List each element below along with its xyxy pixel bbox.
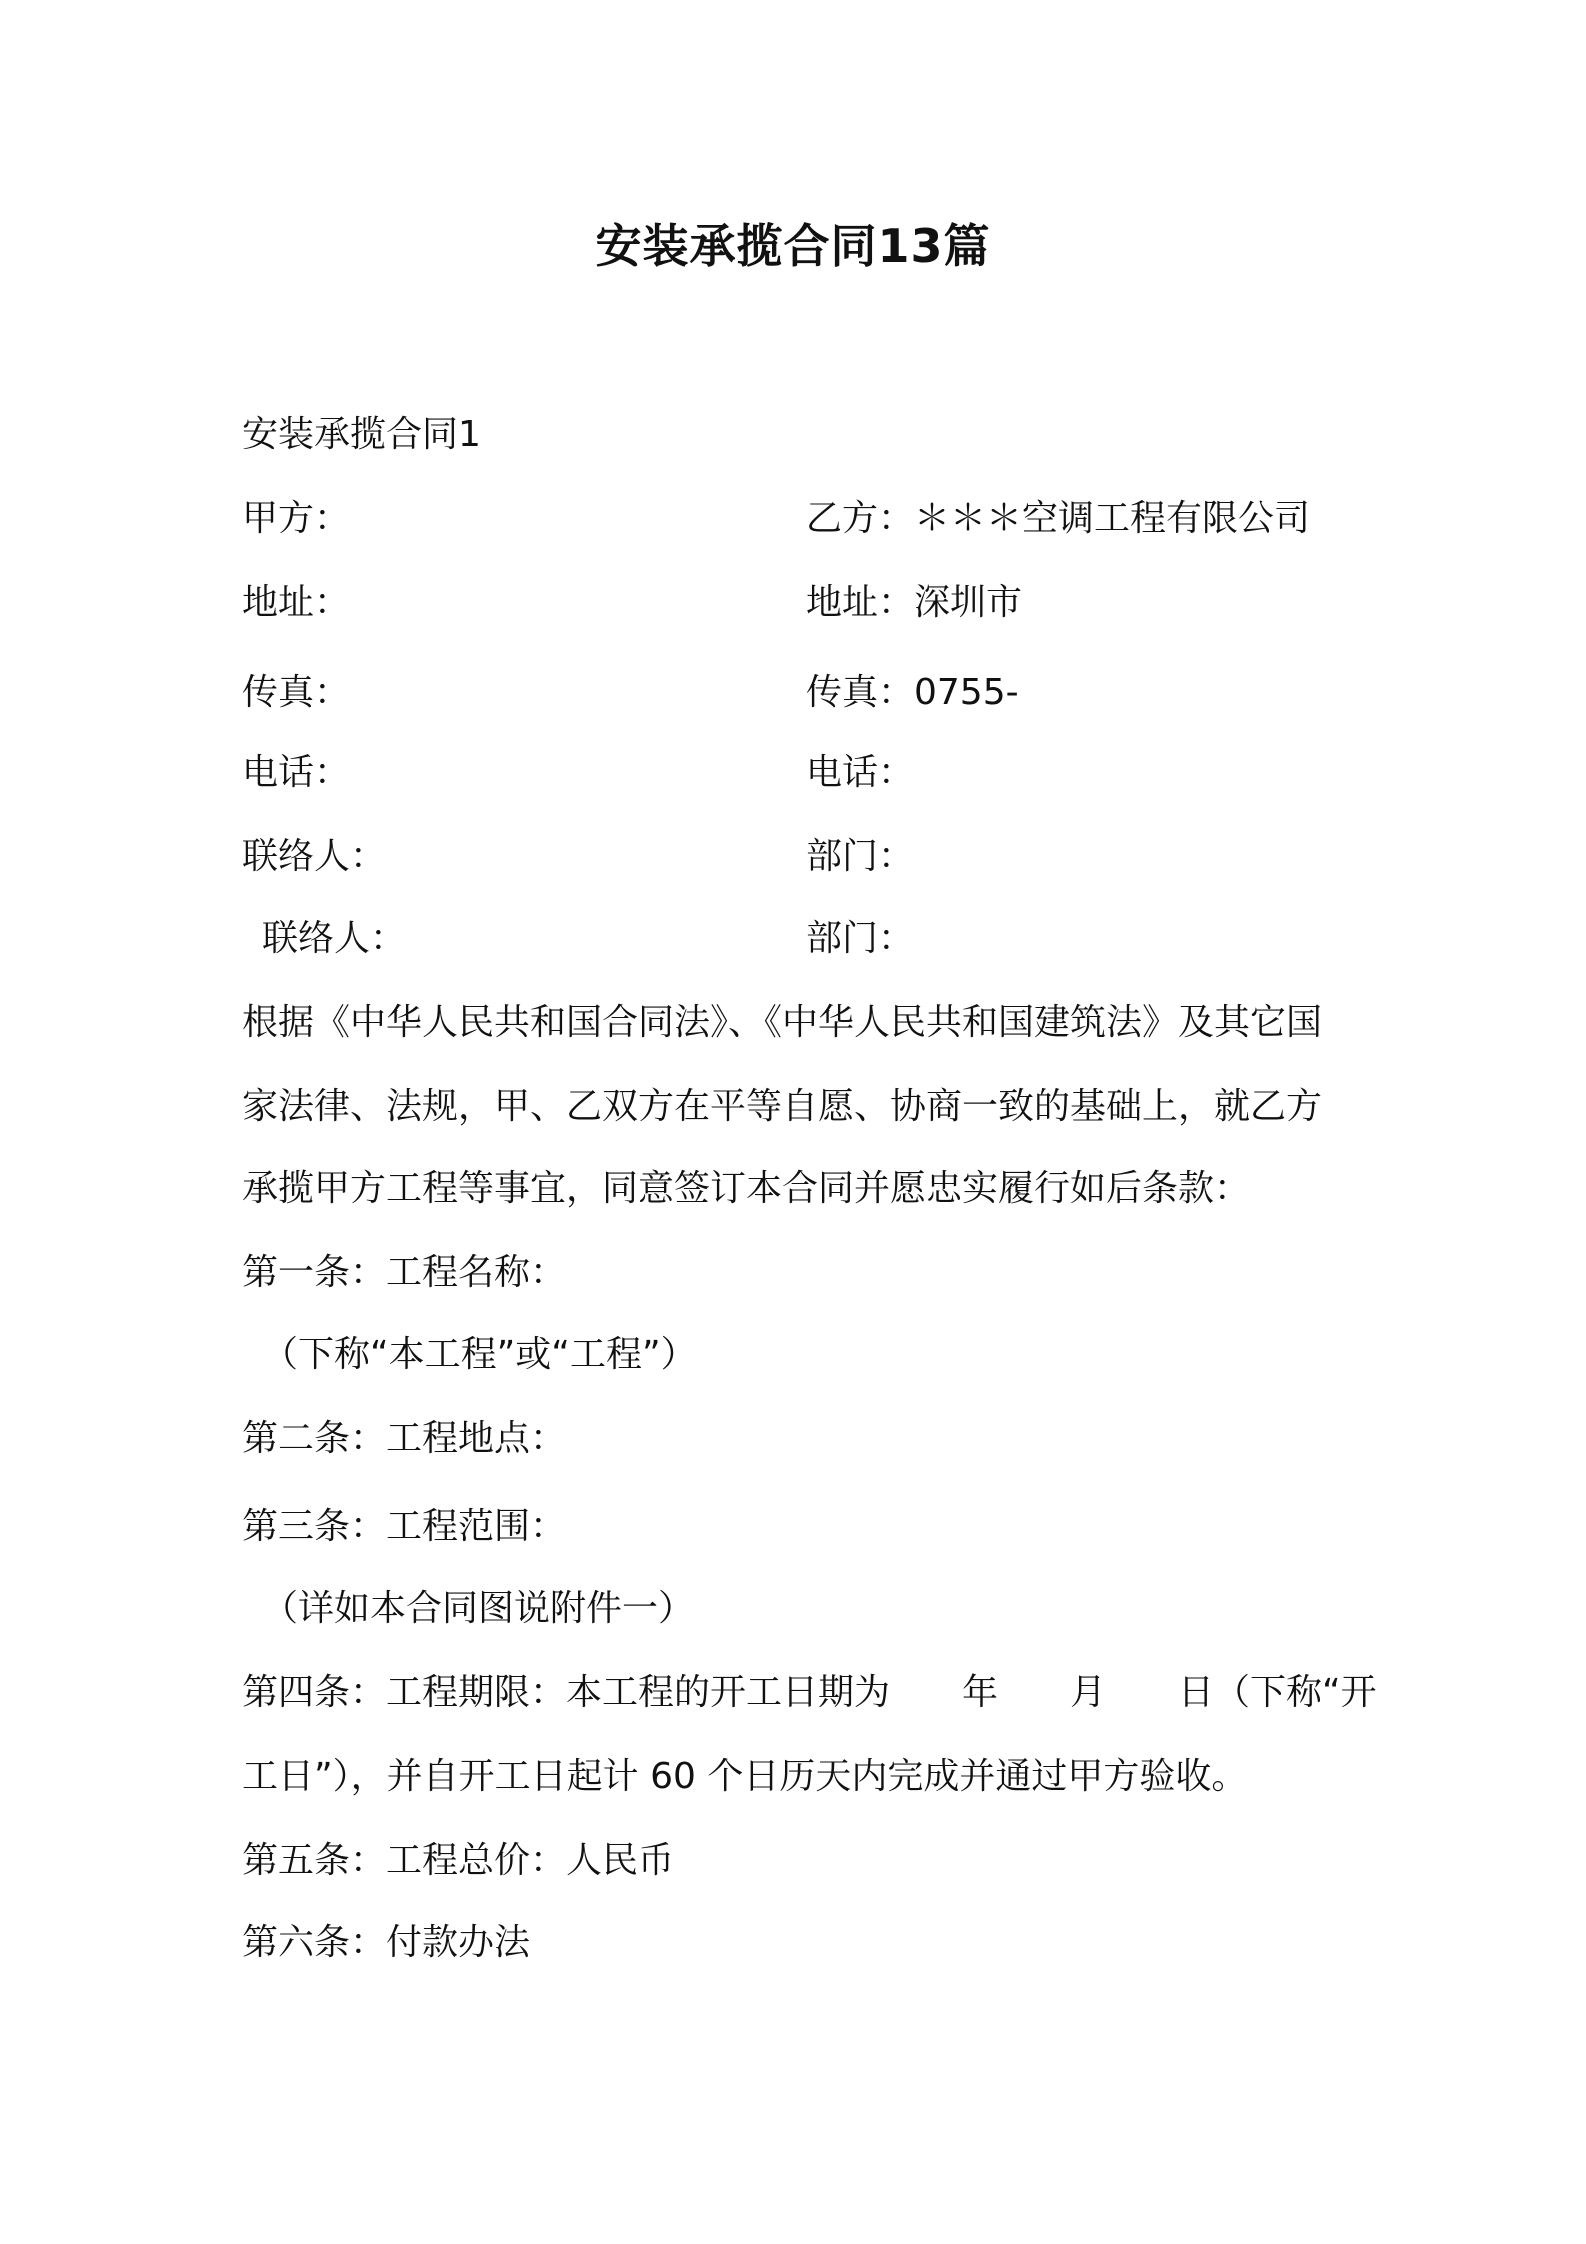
- party-a-label: 甲方：: [242, 498, 351, 539]
- party-a-department: 部门：: [806, 836, 915, 877]
- article-4-line-1: 第四条：工程期限：本工程的开工日期为 年 月 日（下称“开: [242, 1672, 1377, 1713]
- contract-subtitle: 安装承揽合同1: [242, 414, 481, 455]
- intro-line-1: 根据《中华人民共和国合同法》、《中华人民共和国建筑法》及其它国: [242, 1002, 1323, 1043]
- party-b-contact: 联络人：: [262, 918, 407, 959]
- party-b-address: 地址：深圳市: [806, 582, 1023, 623]
- article-6: 第六条：付款办法: [242, 1922, 531, 1963]
- party-b-phone: 电话：: [806, 752, 915, 793]
- article-1-note: （下称“本工程”或“工程”）: [262, 1334, 697, 1375]
- intro-line-2: 家法律、法规，甲、乙双方在平等自愿、协商一致的基础上，就乙方: [242, 1086, 1323, 1127]
- article-4-line-2: 工日”），并自开工日起计 60 个日历天内完成并通过甲方验收。: [242, 1756, 1248, 1797]
- party-b-name: 乙方：＊＊＊空调工程有限公司: [806, 498, 1311, 539]
- party-b-department: 部门：: [806, 918, 915, 959]
- article-5: 第五条：工程总价：人民币: [242, 1840, 675, 1881]
- party-a-address: 地址：: [242, 582, 351, 623]
- document-title: 安装承揽合同13篇: [595, 219, 991, 273]
- party-a-contact: 联络人：: [242, 836, 387, 877]
- party-a-fax: 传真：: [242, 672, 351, 713]
- article-3-note: （详如本合同图说附件一）: [262, 1588, 695, 1629]
- party-b-fax: 传真：0755-: [806, 672, 1019, 713]
- article-3: 第三条：工程范围：: [242, 1506, 567, 1547]
- article-1: 第一条：工程名称：: [242, 1252, 567, 1293]
- party-a-phone: 电话：: [242, 752, 351, 793]
- intro-line-3: 承揽甲方工程等事宜，同意签订本合同并愿忠实履行如后条款：: [242, 1168, 1251, 1209]
- article-2: 第二条：工程地点：: [242, 1418, 567, 1459]
